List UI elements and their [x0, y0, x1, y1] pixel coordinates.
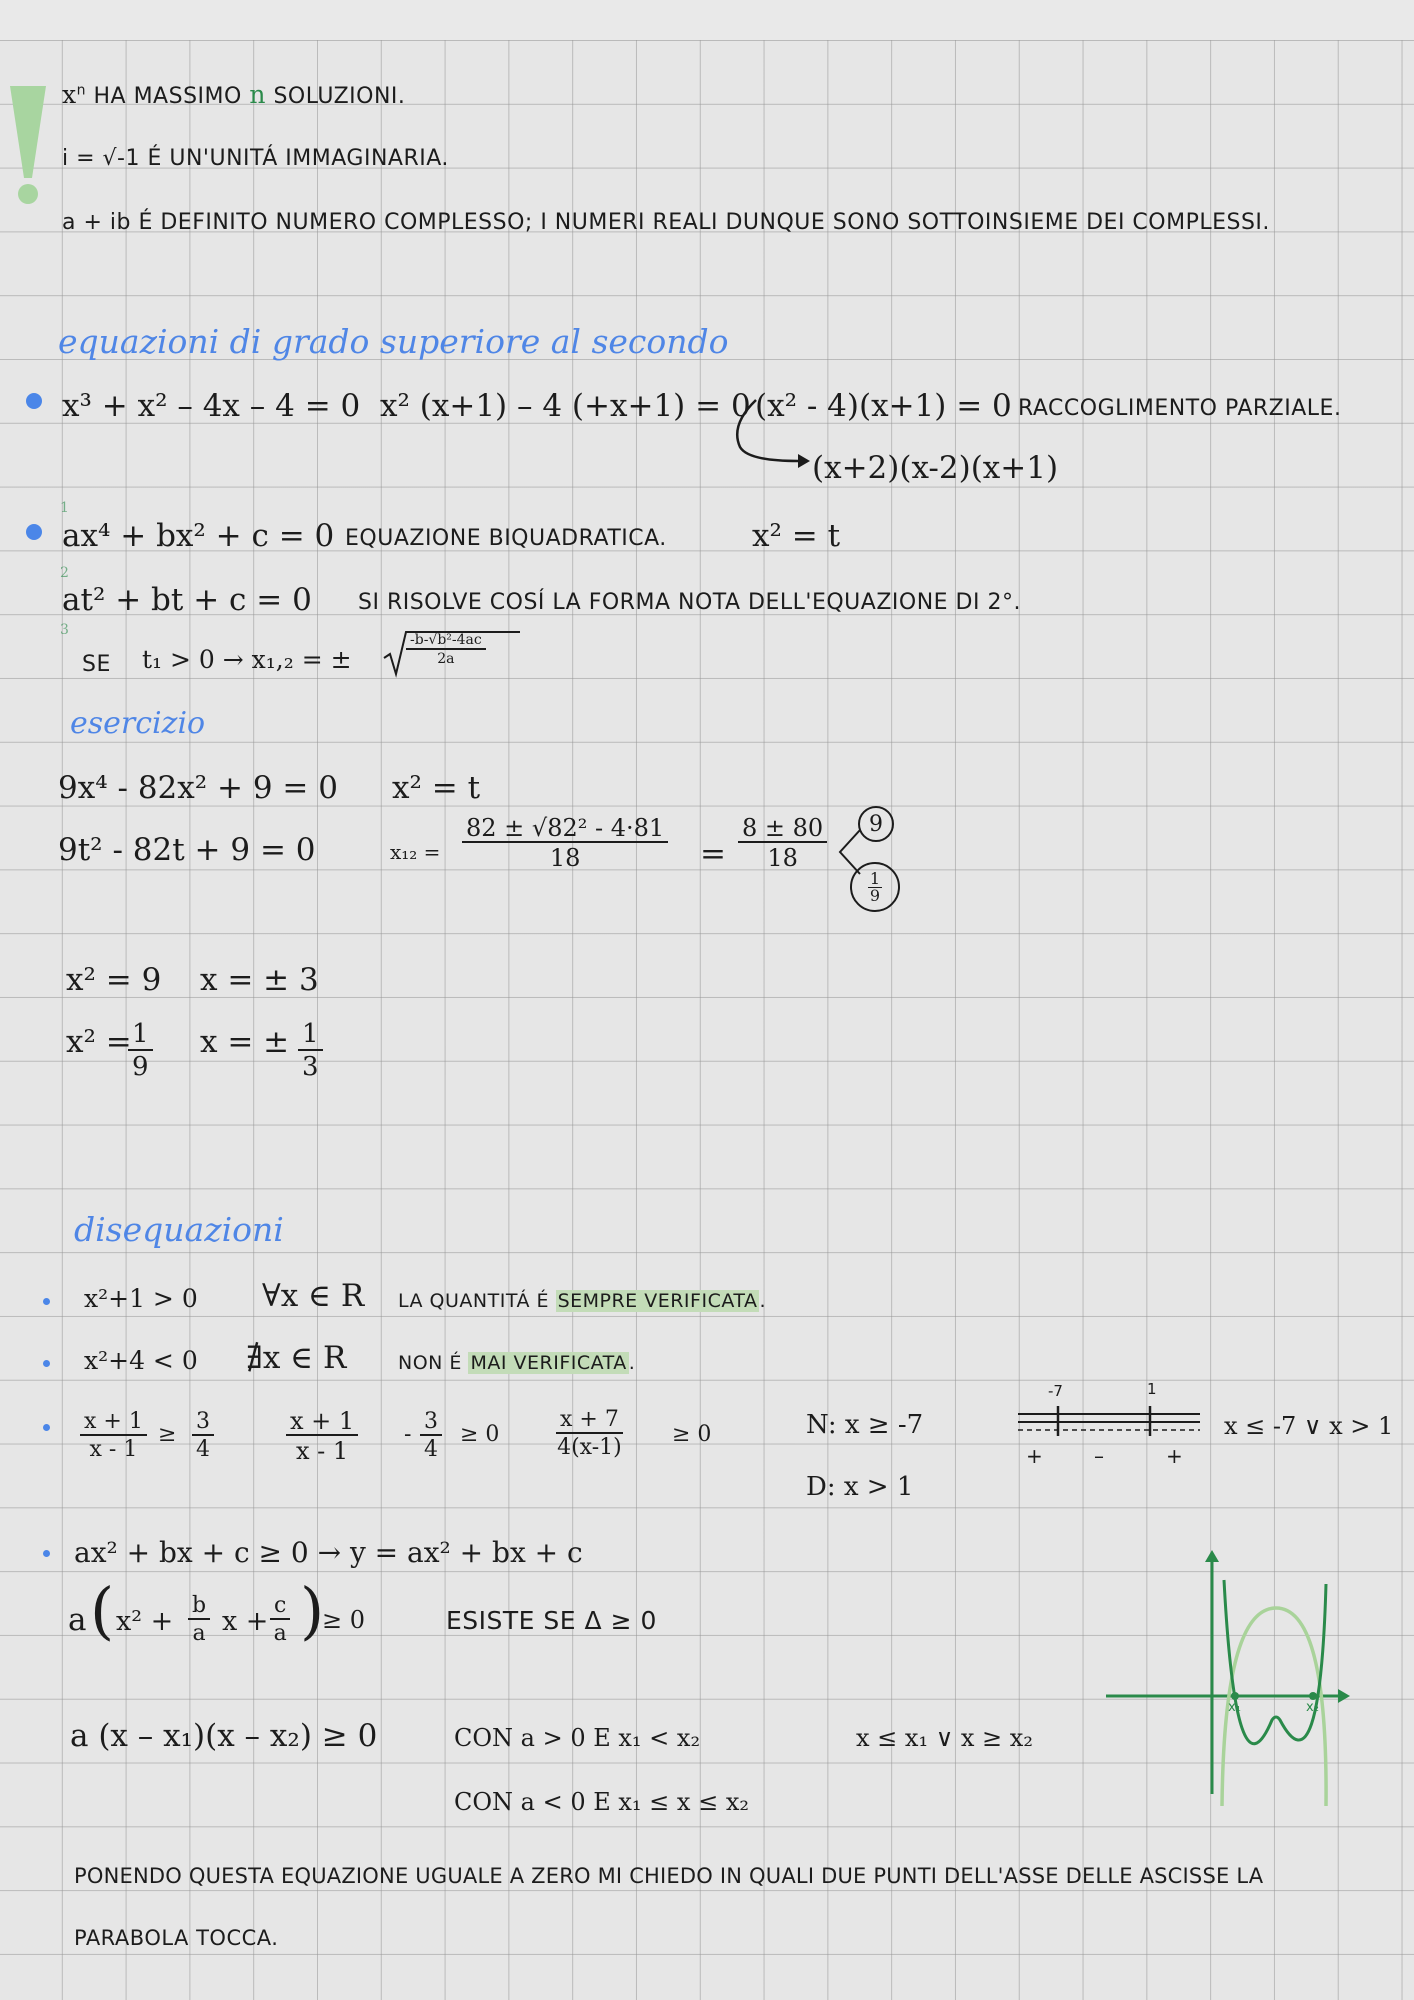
dis-item4-eq: ax² + bx + c ≥ 0 → y = ax² + bx + c — [74, 1536, 583, 1569]
dis-item4-cond1: CON a > 0 E x₁ < x₂ — [454, 1724, 701, 1752]
eq-cubic-step: x² (x+1) – 4 (+x+1) = 0 — [380, 388, 751, 424]
sign-plus-2: + — [1166, 1444, 1183, 1468]
step-number-3: 3 — [60, 622, 69, 638]
step-number-2: 2 — [60, 565, 69, 581]
dis-item1-note: LA QUANTITÁ É SEMPRE VERIFICATA . — [398, 1290, 767, 1312]
ex-sol2-b: x = ± — [200, 1024, 290, 1060]
ex-eq1-sub: x² = t — [392, 770, 481, 806]
ex-fraction-2: $\frac{8 \pm 80}{18}$ — [738, 815, 827, 872]
dis-item4-a: a — [68, 1602, 87, 1638]
dis-item4-fact: a (x – x₁)(x – x₂) ≥ 0 — [70, 1718, 378, 1754]
dis-item2-note: NON É MAI VERIFICATA . — [398, 1352, 636, 1374]
dis-item3-frac4: $\frac{3}{4}$ — [420, 1410, 442, 1462]
heading-disequazioni: disequazioni — [74, 1210, 284, 1249]
ex-eq2: 9t² - 82t + 9 = 0 — [58, 832, 316, 868]
bullet — [43, 1360, 50, 1367]
dis-item4-frac1: $\frac{b}{a}$ — [188, 1594, 210, 1646]
bullet — [26, 393, 42, 409]
parabola-graph — [1100, 1548, 1350, 1818]
ex-sol2-a: x² = — [66, 1024, 132, 1060]
label-se: SE — [82, 652, 111, 677]
dis-item4-paren-a: x² + — [116, 1606, 174, 1637]
graph-label-x1: x₁ — [1228, 1700, 1241, 1715]
curved-arrow-icon — [728, 395, 818, 475]
dis-item4-paren-b: x + — [222, 1606, 269, 1637]
intro-line-2: i = √-1 É UN'UNITÁ IMMAGINARIA. — [62, 146, 449, 171]
ex-fraction-1: $\frac{\text{82 ± √82² - 4·81}}{18}$ — [462, 815, 668, 872]
dis-item3-minus: - — [404, 1422, 412, 1447]
note-risolve: SI RISOLVE COSÍ LA FORMA NOTA DELL'EQUAZIONE DI 2°. — [358, 590, 1021, 615]
step-number-1: 1 — [60, 500, 69, 516]
exclamation-icon — [8, 86, 48, 206]
eq-biq-t: at² + bt + c = 0 — [62, 582, 312, 618]
intro-line-1: $x^n$ HA MASSIMO n SOLUZIONI. — [62, 80, 406, 109]
page-top-band — [0, 0, 1414, 40]
dis-item4-paren-close: ) — [300, 1574, 325, 1647]
biq-substitution: x² = t — [752, 518, 841, 554]
footer-line-2: PARABOLA TOCCA. — [74, 1926, 279, 1950]
intro-line-3: a + ib É DEFINITO NUMERO COMPLESSO; I NUMERI REALI DUNQUE SONO SOTTOINSIEME DEI COMPLESSI. — [62, 210, 1270, 235]
ex-sol1-b: x = ± 3 — [200, 962, 319, 998]
heading-esercizio: esercizio — [70, 706, 206, 741]
footer-line-1: PONENDO QUESTA EQUAZIONE UGUALE A ZERO MI CHIEDO IN QUALI DUE PUNTI DELL'ASSE DELLE ASCISSE LA — [74, 1864, 1264, 1888]
dis-item3-geq: ≥ — [158, 1422, 177, 1447]
heading-superiore: equazioni di grado superiore al secondo — [58, 322, 729, 361]
root-circle-9: 9 — [858, 806, 894, 842]
ex-equals: = — [700, 836, 726, 872]
ex-sol2-b-fraction: $\frac{1}{3}$ — [298, 1020, 323, 1081]
root-circle-1-9: 1 9 — [850, 862, 900, 912]
dis-item3-N: N: x ≥ -7 — [806, 1410, 924, 1440]
dis-item1-quantifier: ∀x ∈ R — [262, 1278, 365, 1314]
eq-cubic-step2: (x² - 4)(x+1) = 0 — [755, 388, 1012, 424]
dis-item3-frac3: $\frac{x + 1}{x - 1}$ — [286, 1408, 358, 1465]
dis-item2-eq: x²+4 < 0 — [84, 1346, 198, 1375]
sign-plus-1: + — [1026, 1444, 1043, 1468]
bullet — [43, 1298, 50, 1305]
sign-minus: – — [1094, 1444, 1104, 1468]
eq-cubic-result: (x+2)(x-2)(x+1) — [812, 450, 1059, 486]
ex-eq1: 9x⁴ - 82x² + 9 = 0 — [58, 770, 338, 806]
dis-item4-sol1: x ≤ x₁ ∨ x ≥ x₂ — [856, 1724, 1033, 1752]
dis-item3-frac5: $\frac{x + 7}{4(x-1)}$ — [557, 1407, 622, 1461]
dis-item4-paren-open: ( — [90, 1574, 115, 1647]
label-biquadratica: EQUAZIONE BIQUADRATICA. — [345, 526, 667, 551]
sign-label-1: 1 — [1147, 1380, 1157, 1398]
dis-item4-cond2: CON a < 0 E x₁ ≤ x ≤ x₂ — [454, 1788, 749, 1816]
dis-item4-frac2: $\frac{c}{a}$ — [270, 1594, 290, 1646]
dis-item3-geq0: ≥ 0 — [460, 1422, 500, 1447]
dis-item3-frac2: $\frac{3}{4}$ — [192, 1410, 214, 1462]
note-raccoglimento: RACCOGLIMENTO PARZIALE. — [1018, 396, 1342, 421]
dis-item2-quantifier: ∄x ∈ R — [246, 1340, 347, 1376]
sign-label-minus7: -7 — [1048, 1382, 1063, 1400]
biq-condition: t₁ > 0 → x₁,₂ = ± — [142, 645, 352, 674]
bullet — [26, 524, 42, 540]
bullet — [43, 1424, 50, 1431]
dis-item4-exists: ESISTE SE Δ ≥ 0 — [446, 1606, 657, 1635]
graph-label-x2: x₂ — [1306, 1700, 1319, 1715]
dis-item3-D: D: x > 1 — [806, 1472, 914, 1502]
eq-cubic: x³ + x² – 4x – 4 = 0 — [62, 388, 361, 424]
bullet — [43, 1550, 50, 1557]
ex-sol1-a: x² = 9 — [66, 962, 162, 998]
dis-item3-frac1: $\frac{x + 1}{x - 1}$ — [80, 1410, 147, 1462]
ex-sol2-fraction: $\frac{1}{9}$ — [128, 1020, 153, 1081]
dis-item4-geq: ≥ 0 — [322, 1606, 366, 1634]
dis-item1-eq: x²+1 > 0 — [84, 1284, 198, 1313]
eq-biquadratic: ax⁴ + bx² + c = 0 — [62, 518, 335, 554]
dis-item3-geq0b: ≥ 0 — [672, 1422, 712, 1447]
biq-radicand: $\frac{\text{-b-√b²-4ac}}{2a}$ — [406, 633, 486, 668]
dis-item3-result: x ≤ -7 ∨ x > 1 — [1224, 1412, 1394, 1440]
ex-x12-label: x₁₂ = — [390, 840, 441, 864]
